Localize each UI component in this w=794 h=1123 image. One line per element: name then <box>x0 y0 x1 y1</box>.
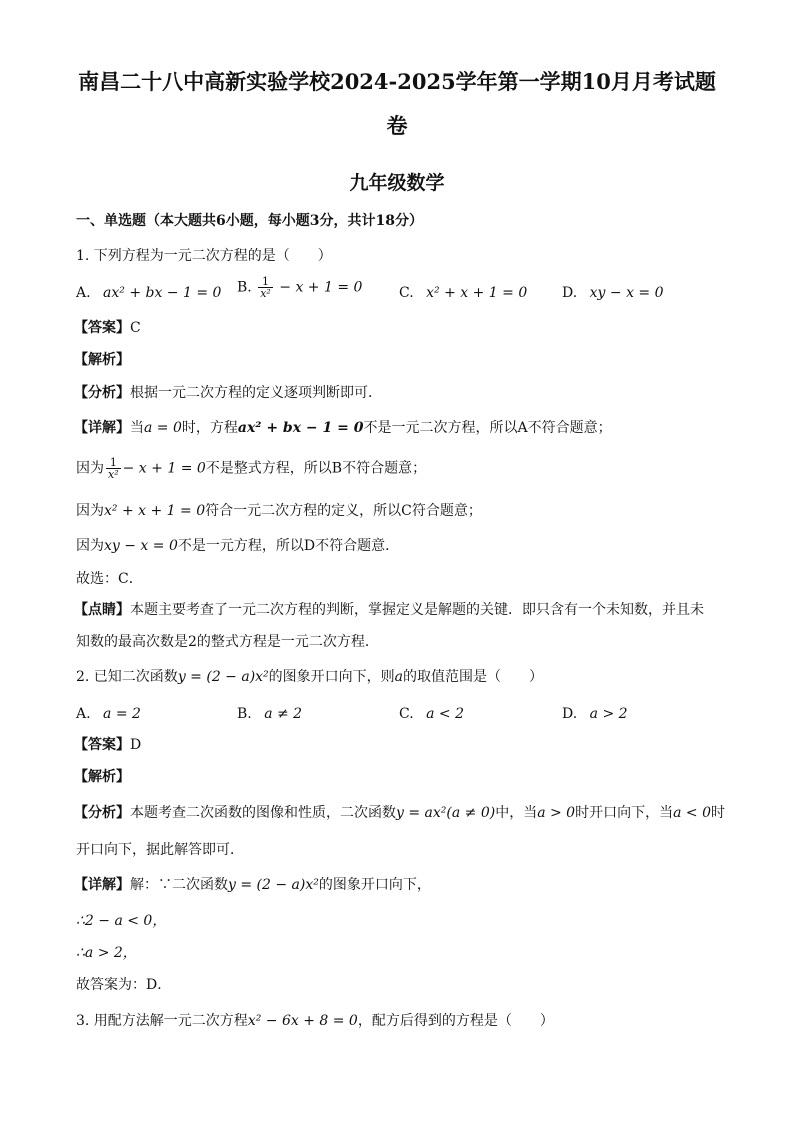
analysis-text: 根据一元二次方程的定义逐项判断即可． <box>130 385 382 401</box>
q1-analysis <box>74 383 382 403</box>
answer-tag: 【答案】 <box>74 320 130 336</box>
q2-analysis-1 <box>74 803 725 823</box>
q1-option-d <box>562 283 664 303</box>
text: 中，当 <box>495 805 538 821</box>
text: 本题考查二次函数的图像和性质，二次函数 <box>130 805 396 821</box>
answer-value: C <box>130 320 141 336</box>
exam-title-line2: 卷 <box>386 113 408 138</box>
q1-jiexi-tag: 【解析】 <box>74 352 130 368</box>
exam-subject: 九年级数学 <box>349 172 445 194</box>
q1-option-b-math: − x + 1 = 0 <box>279 279 363 296</box>
text: 当 <box>130 420 144 436</box>
q2-option-a-math: a = 2 <box>103 706 141 722</box>
q1-option-a-math: ax² + bx − 1 = 0 <box>103 285 222 301</box>
text: 符合一元二次方程的定义，所以C符合题意； <box>205 503 482 519</box>
q1-option-b <box>237 276 362 299</box>
q2-option-a-label: A. <box>76 706 91 722</box>
q2-option-c-math: a < 2 <box>426 706 465 722</box>
math: x² − 6x + 8 = 0 <box>247 1013 358 1029</box>
math: y = ax²(a ≠ 0) <box>396 805 496 821</box>
q3-stem <box>76 1011 554 1031</box>
text: 2. 已知二次函数 <box>76 669 178 685</box>
q2-detail-1 <box>74 875 431 895</box>
q2-answer <box>74 735 141 755</box>
q2-stem <box>76 667 543 687</box>
q1-option-b-label: B. <box>237 279 252 296</box>
q1-point-1 <box>74 600 704 620</box>
q1-detail-3 <box>76 501 482 521</box>
fraction <box>106 457 121 480</box>
text: 的取值范围是（ ） <box>403 669 544 685</box>
q2-option-d-math: a > 2 <box>589 706 628 722</box>
q2-detail-3: ∴a > 2， <box>76 945 137 961</box>
q1-option-d-math: xy − x = 0 <box>589 285 664 301</box>
math: xy − x = 0 <box>104 538 178 554</box>
text: 3. 用配方法解一元二次方程 <box>76 1013 248 1029</box>
text: 因为 <box>76 460 104 477</box>
q2-option-b <box>237 704 302 724</box>
q2-jiexi-tag: 【解析】 <box>74 769 130 785</box>
q1-detail-1 <box>74 418 612 438</box>
math: ax² + bx − 1 = 0 <box>237 420 364 436</box>
q1-choose: 故选：C． <box>76 571 143 587</box>
q1-option-c <box>399 283 527 303</box>
text: 的图象开口向下，则 <box>268 669 395 685</box>
q2-final: 故答案为：D． <box>76 977 172 993</box>
q2-option-a <box>76 704 141 724</box>
text: 时 <box>710 805 725 821</box>
text: 时开口向下，当 <box>575 805 674 821</box>
fraction-denominator: x² <box>260 287 271 300</box>
q2-option-c-label: C. <box>399 706 414 722</box>
answer-tag: 【答案】 <box>74 737 130 753</box>
q2-option-b-math: a ≠ 2 <box>264 706 303 722</box>
text: 不是一元二次方程，所以A不符合题意； <box>363 420 612 436</box>
q2-option-d-label: D. <box>562 706 578 722</box>
q2-analysis-2: 开口向下，据此解答即可． <box>76 842 244 858</box>
detail-tag: 【详解】 <box>74 877 130 893</box>
q2-detail-2: ∴2 − a < 0， <box>76 913 167 929</box>
math: x² + x + 1 = 0 <box>104 503 206 519</box>
math: a = 0 <box>144 420 182 436</box>
text: 因为 <box>76 538 104 554</box>
math: a <box>394 669 404 685</box>
fraction-numerator: 1 <box>106 457 121 469</box>
section-heading: 一、单选题（本大题共6小题，每小题3分，共计18分） <box>76 213 423 229</box>
math: a < 0 <box>673 805 711 821</box>
analysis-tag: 【分析】 <box>74 385 130 401</box>
math: − x + 1 = 0 <box>122 460 206 477</box>
math: y = (2 − a)x² <box>228 877 319 893</box>
q1-detail-4 <box>76 536 399 556</box>
point-tag: 【点睛】 <box>74 602 130 618</box>
text: 的图象开口向下， <box>318 877 431 893</box>
q1-option-a-label: A. <box>76 285 91 301</box>
q2-option-d <box>562 704 628 724</box>
detail-tag: 【详解】 <box>74 420 130 436</box>
q1-point-2: 知数的最高次数是2的整式方程是一元二次方程． <box>76 634 379 650</box>
answer-value: D <box>130 737 142 753</box>
q1-option-c-math: x² + x + 1 = 0 <box>426 285 528 301</box>
text: 解：∵二次函数 <box>130 877 228 893</box>
q1-option-d-label: D. <box>562 285 578 301</box>
q1-option-a <box>76 283 221 303</box>
q1-detail-2 <box>76 457 426 480</box>
text: ，配方后得到的方程是（ ） <box>357 1013 554 1029</box>
text: 不是一元方程，所以D不符合题意． <box>177 538 400 554</box>
text: 本题主要考查了一元二次方程的判断，掌握定义是解题的关键．即只含有一个未知数，并且未 <box>130 602 704 618</box>
q1-option-c-label: C. <box>399 285 414 301</box>
text: 时，方程 <box>181 420 238 436</box>
q2-option-c <box>399 704 464 724</box>
fraction-denominator: x² <box>108 468 119 481</box>
exam-title-line1: 南昌二十八中高新实验学校2024-2025学年第一学期10月月考试题 <box>78 69 716 94</box>
q1-stem: 1. 下列方程为一元二次方程的是（ ） <box>76 248 332 264</box>
math: a > 0 <box>537 805 576 821</box>
fraction-numerator: 1 <box>258 276 273 288</box>
q1-answer <box>74 318 141 338</box>
text: 不是整式方程，所以B不符合题意； <box>205 460 427 477</box>
text: 因为 <box>76 503 104 519</box>
math: y = (2 − a)x² <box>177 669 269 685</box>
q2-option-b-label: B. <box>237 706 252 722</box>
analysis-tag: 【分析】 <box>74 805 130 821</box>
q1-option-b-fraction <box>258 276 273 299</box>
